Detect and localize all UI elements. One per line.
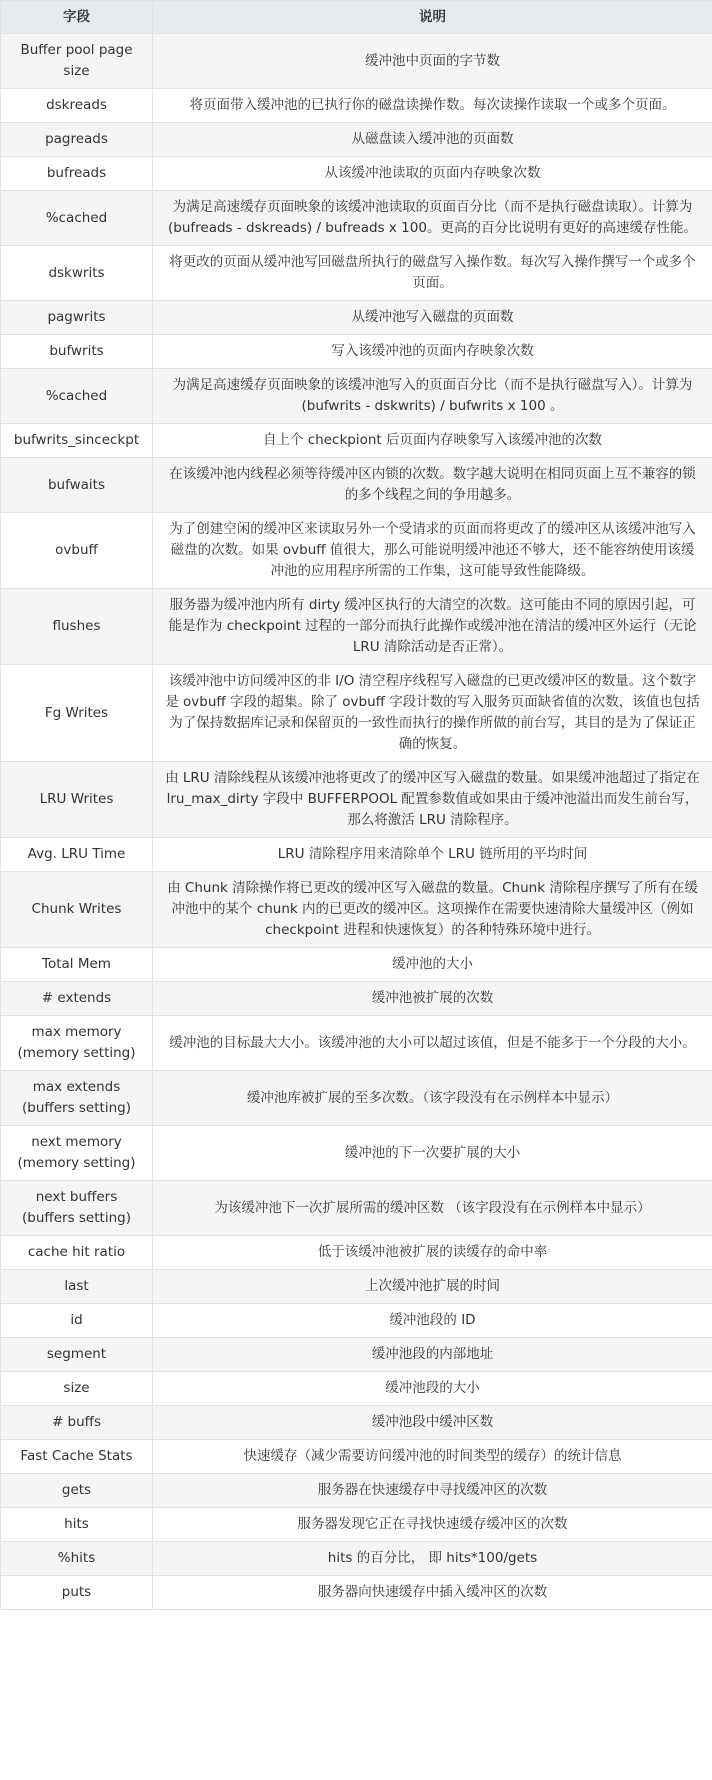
field-description-cell: 缓冲池段的 ID xyxy=(153,1304,712,1338)
table-row xyxy=(1,123,712,157)
field-name-cell: last xyxy=(1,1270,153,1304)
table-row xyxy=(1,301,712,335)
field-name-cell: Total Mem xyxy=(1,948,153,982)
field-name-cell: next buffers (buffers setting) xyxy=(1,1181,153,1236)
table-row xyxy=(1,1576,712,1610)
field-description-cell: 自上个 checkpiont 后页面内存映象写入该缓冲池的次数 xyxy=(153,424,712,458)
field-description-cell: LRU 清除程序用来清除单个 LRU 链所用的平均时间 xyxy=(153,838,712,872)
field-name-cell: flushes xyxy=(1,589,153,665)
table-row xyxy=(1,589,712,665)
field-name-cell: ovbuff xyxy=(1,513,153,589)
field-name-cell: max memory (memory setting) xyxy=(1,1016,153,1071)
table-row xyxy=(1,1270,712,1304)
field-description-cell: 缓冲池库被扩展的至多次数。（该字段没有在示例样本中显示） xyxy=(153,1071,712,1126)
table-row xyxy=(1,335,712,369)
header-field: 字段 xyxy=(1,1,153,34)
table-row xyxy=(1,1071,712,1126)
field-description-cell: 该缓冲池中访问缓冲区的非 I/O 清空程序线程写入磁盘的已更改缓冲区的数量。这个数字是 ovbuff 字段的超集。除了 ovbuff 字段计数的写入服务页面缺省值的次数，该值也包括为了保持数据库记录和保留页的一致性而执行的操作所做的前台写，其目的是为了保证正确的恢复。 xyxy=(153,665,712,762)
field-name-cell: dskreads xyxy=(1,89,153,123)
field-name-cell: hits xyxy=(1,1508,153,1542)
table-row xyxy=(1,246,712,301)
field-description-cell: 为满足高速缓存页面映象的该缓冲池写入的页面百分比（而不是执行磁盘写入）。计算为 (bufwrits - dskwrits) / bufwrits x 100 。 xyxy=(153,369,712,424)
table-row xyxy=(1,89,712,123)
table-row xyxy=(1,1406,712,1440)
field-name-cell: Fast Cache Stats xyxy=(1,1440,153,1474)
table-body xyxy=(1,34,712,1610)
field-name-cell: bufreads xyxy=(1,157,153,191)
table-row xyxy=(1,458,712,513)
field-name-cell: dskwrits xyxy=(1,246,153,301)
field-name-cell: puts xyxy=(1,1576,153,1610)
field-description-cell: 从缓冲池写入磁盘的页面数 xyxy=(153,301,712,335)
table-row xyxy=(1,191,712,246)
field-description-cell: 缓冲池段的大小 xyxy=(153,1372,712,1406)
table-row xyxy=(1,34,712,89)
field-description-cell: 上次缓冲池扩展的时间 xyxy=(153,1270,712,1304)
field-description-cell: 由 LRU 清除线程从该缓冲池将更改了的缓冲区写入磁盘的数量。如果缓冲池超过了指定在 lru_max_dirty 字段中 BUFFERPOOL 配置参数值或如果由于缓冲池溢出而发生前台写，那么将激活 LRU 清除程序。 xyxy=(153,762,712,838)
field-description-cell: 将更改的页面从缓冲池写回磁盘所执行的磁盘写入操作数。每次写入操作撰写一个或多个页面。 xyxy=(153,246,712,301)
field-description-cell: 服务器向快速缓存中插入缓冲区的次数 xyxy=(153,1576,712,1610)
field-name-cell: gets xyxy=(1,1474,153,1508)
field-name-cell: # extends xyxy=(1,982,153,1016)
table-row xyxy=(1,513,712,589)
field-name-cell: Avg. LRU Time xyxy=(1,838,153,872)
field-description-cell: 为该缓冲池下一次扩展所需的缓冲区数 （该字段没有在示例样本中显示） xyxy=(153,1181,712,1236)
table-row xyxy=(1,1236,712,1270)
table-row xyxy=(1,1372,712,1406)
field-description-cell: 缓冲池被扩展的次数 xyxy=(153,982,712,1016)
field-description-cell: 缓冲池段中缓冲区数 xyxy=(153,1406,712,1440)
table-row xyxy=(1,1181,712,1236)
table-row xyxy=(1,1126,712,1181)
field-name-cell: id xyxy=(1,1304,153,1338)
table-row xyxy=(1,1508,712,1542)
table-row xyxy=(1,1440,712,1474)
table-row xyxy=(1,948,712,982)
field-description-cell: 从该缓冲池读取的页面内存映象次数 xyxy=(153,157,712,191)
field-description-cell: 写入该缓冲池的页面内存映象次数 xyxy=(153,335,712,369)
field-name-cell: # buffs xyxy=(1,1406,153,1440)
field-description-cell: hits 的百分比， 即 hits*100/gets xyxy=(153,1542,712,1576)
field-name-cell: pagreads xyxy=(1,123,153,157)
header-description: 说明 xyxy=(153,1,712,34)
field-name-cell: %hits xyxy=(1,1542,153,1576)
field-description-cell: 将页面带入缓冲池的已执行你的磁盘读操作数。每次读操作读取一个或多个页面。 xyxy=(153,89,712,123)
table-row xyxy=(1,424,712,458)
field-name-cell: Buffer pool page size xyxy=(1,34,153,89)
field-name-cell: Chunk Writes xyxy=(1,872,153,948)
table-row xyxy=(1,1304,712,1338)
field-name-cell: size xyxy=(1,1372,153,1406)
field-description-cell: 为了创建空闲的缓冲区来读取另外一个受请求的页面而将更改了的缓冲区从该缓冲池写入磁盘的次数。如果 ovbuff 值很大，那么可能说明缓冲池还不够大，还不能容纳使用该缓冲池的应用程序所需的工作集，这可能导致性能降级。 xyxy=(153,513,712,589)
field-description-cell: 低于该缓冲池被扩展的读缓存的命中率 xyxy=(153,1236,712,1270)
table-header-row xyxy=(1,1,712,34)
field-description-cell: 由 Chunk 清除操作将已更改的缓冲区写入磁盘的数量。Chunk 清除程序撰写了所有在缓冲池中的某个 chunk 内的已更改的缓冲区。这项操作在需要快速清除大量缓冲区（例如 checkpoint 进程和快速恢复）的各种特殊环境中进行。 xyxy=(153,872,712,948)
table-row xyxy=(1,1338,712,1372)
field-description-cell: 服务器为缓冲池内所有 dirty 缓冲区执行的大清空的次数。这可能由不同的原因引起，可能是作为 checkpoint 过程的一部分而执行此操作或缓冲池在清洁的缓冲区外运行（无论 LRU 清除活动是否正常）。 xyxy=(153,589,712,665)
table-row xyxy=(1,982,712,1016)
table-row xyxy=(1,665,712,762)
field-name-cell: Fg Writes xyxy=(1,665,153,762)
table-row xyxy=(1,1474,712,1508)
field-name-cell: next memory (memory setting) xyxy=(1,1126,153,1181)
table-row xyxy=(1,872,712,948)
field-description-cell: 缓冲池中页面的字节数 xyxy=(153,34,712,89)
table-row xyxy=(1,1542,712,1576)
table-row xyxy=(1,1016,712,1071)
field-name-cell: bufwaits xyxy=(1,458,153,513)
field-name-cell: cache hit ratio xyxy=(1,1236,153,1270)
field-description-cell: 缓冲池的目标最大大小。该缓冲池的大小可以超过该值，但是不能多于一个分段的大小。 xyxy=(153,1016,712,1071)
field-description-cell: 缓冲池的下一次要扩展的大小 xyxy=(153,1126,712,1181)
field-name-cell: bufwrits xyxy=(1,335,153,369)
field-description-cell: 快速缓存（减少需要访问缓冲池的时间类型的缓存）的统计信息 xyxy=(153,1440,712,1474)
field-description-cell: 在该缓冲池内线程必须等待缓冲区内锁的次数。数字越大说明在相同页面上互不兼容的锁的多个线程之间的争用越多。 xyxy=(153,458,712,513)
field-description-cell: 从磁盘读入缓冲池的页面数 xyxy=(153,123,712,157)
field-description-cell: 服务器在快速缓存中寻找缓冲区的次数 xyxy=(153,1474,712,1508)
table-row xyxy=(1,762,712,838)
table-row xyxy=(1,157,712,191)
table-row xyxy=(1,369,712,424)
field-name-cell: %cached xyxy=(1,369,153,424)
field-name-cell: %cached xyxy=(1,191,153,246)
field-description-cell: 服务器发现它正在寻找快速缓存缓冲区的次数 xyxy=(153,1508,712,1542)
field-description-cell: 缓冲池段的内部地址 xyxy=(153,1338,712,1372)
field-name-cell: LRU Writes xyxy=(1,762,153,838)
field-description-cell: 缓冲池的大小 xyxy=(153,948,712,982)
field-name-cell: pagwrits xyxy=(1,301,153,335)
field-name-cell: max extends (buffers setting) xyxy=(1,1071,153,1126)
field-name-cell: bufwrits_sinceckpt xyxy=(1,424,153,458)
field-description-cell: 为满足高速缓存页面映象的该缓冲池读取的页面百分比（而不是执行磁盘读取）。计算为 (bufreads - dskreads) / bufreads x 100。更高的百分比说明有更好的高速缓存性能。 xyxy=(153,191,712,246)
table-row xyxy=(1,838,712,872)
field-name-cell: segment xyxy=(1,1338,153,1372)
